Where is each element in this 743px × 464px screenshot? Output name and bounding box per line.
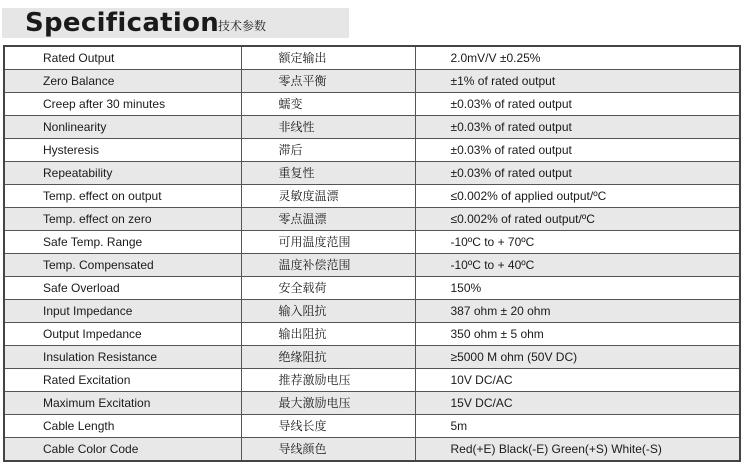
table-row xyxy=(4,300,740,323)
table-row xyxy=(4,392,740,415)
param-value: ≤0.002% of applied output/ºC xyxy=(415,185,740,208)
param-value: 15V DC/AC xyxy=(415,392,740,415)
param-name-cn: 输入阻抗 xyxy=(241,300,415,323)
param-name-en: Zero Balance xyxy=(4,70,241,93)
table-row xyxy=(4,231,740,254)
param-name-en: Creep after 30 minutes xyxy=(4,93,241,116)
param-name-en: Input Impedance xyxy=(4,300,241,323)
param-value: 10V DC/AC xyxy=(415,369,740,392)
param-name-en: Insulation Resistance xyxy=(4,346,241,369)
section-subtitle: 技术参数 xyxy=(218,19,267,33)
param-name-en: Temp. effect on zero xyxy=(4,208,241,231)
param-name-cn: 输出阻抗 xyxy=(241,323,415,346)
param-name-cn: 零点温漂 xyxy=(241,208,415,231)
table-row xyxy=(4,346,740,369)
table-row xyxy=(4,323,740,346)
param-name-cn: 滞后 xyxy=(241,139,415,162)
table-row xyxy=(4,415,740,438)
param-name-en: Rated Excitation xyxy=(4,369,241,392)
table-row xyxy=(4,93,740,116)
param-value: 387 ohm ± 20 ohm xyxy=(415,300,740,323)
param-name-cn: 安全载荷 xyxy=(241,277,415,300)
param-name-en: Output Impedance xyxy=(4,323,241,346)
param-name-cn: 推荐激励电压 xyxy=(241,369,415,392)
param-name-en: Safe Temp. Range xyxy=(4,231,241,254)
param-name-en: Cable Length xyxy=(4,415,241,438)
param-value: -10ºC to + 40ºC xyxy=(415,254,740,277)
param-name-en: Cable Color Code xyxy=(4,438,241,462)
table-row xyxy=(4,277,740,300)
param-name-cn: 额定输出 xyxy=(241,46,415,70)
table-row xyxy=(4,116,740,139)
specification-table xyxy=(3,45,741,462)
param-value: -10ºC to + 70ºC xyxy=(415,231,740,254)
param-name-en: Rated Output xyxy=(4,46,241,70)
table-row xyxy=(4,254,740,277)
section-header xyxy=(2,8,349,38)
param-value: ≤0.002% of rated output/ºC xyxy=(415,208,740,231)
param-name-cn: 绝缘阻抗 xyxy=(241,346,415,369)
table-row xyxy=(4,438,740,462)
param-name-cn: 非线性 xyxy=(241,116,415,139)
param-value: ±0.03% of rated output xyxy=(415,139,740,162)
param-value: ≥5000 M ohm (50V DC) xyxy=(415,346,740,369)
param-value: 350 ohm ± 5 ohm xyxy=(415,323,740,346)
param-name-en: Temp. Compensated xyxy=(4,254,241,277)
table-row xyxy=(4,162,740,185)
param-name-cn: 可用温度范围 xyxy=(241,231,415,254)
param-name-cn: 灵敏度温漂 xyxy=(241,185,415,208)
table-row xyxy=(4,369,740,392)
param-name-en: Hysteresis xyxy=(4,139,241,162)
section-title: Specification xyxy=(25,8,220,38)
param-name-en: Repeatability xyxy=(4,162,241,185)
param-name-en: Temp. effect on output xyxy=(4,185,241,208)
param-value: ±0.03% of rated output xyxy=(415,162,740,185)
param-value: ±1% of rated output xyxy=(415,70,740,93)
param-name-cn: 温度补偿范围 xyxy=(241,254,415,277)
param-name-cn: 蠕变 xyxy=(241,93,415,116)
param-name-en: Nonlinearity xyxy=(4,116,241,139)
param-value: 5m xyxy=(415,415,740,438)
param-name-cn: 导线颜色 xyxy=(241,438,415,462)
param-value: ±0.03% of rated output xyxy=(415,116,740,139)
param-value: 2.0mV/V ±0.25% xyxy=(415,46,740,70)
param-name-cn: 重复性 xyxy=(241,162,415,185)
table-row xyxy=(4,70,740,93)
param-name-cn: 导线长度 xyxy=(241,415,415,438)
param-value: Red(+E) Black(-E) Green(+S) White(-S) xyxy=(415,438,740,462)
param-value: ±0.03% of rated output xyxy=(415,93,740,116)
param-name-cn: 最大激励电压 xyxy=(241,392,415,415)
table-row xyxy=(4,208,740,231)
param-value: 150% xyxy=(415,277,740,300)
table-row xyxy=(4,139,740,162)
table-row xyxy=(4,185,740,208)
param-name-en: Maximum Excitation xyxy=(4,392,241,415)
param-name-en: Safe Overload xyxy=(4,277,241,300)
param-name-cn: 零点平衡 xyxy=(241,70,415,93)
table-row xyxy=(4,46,740,70)
